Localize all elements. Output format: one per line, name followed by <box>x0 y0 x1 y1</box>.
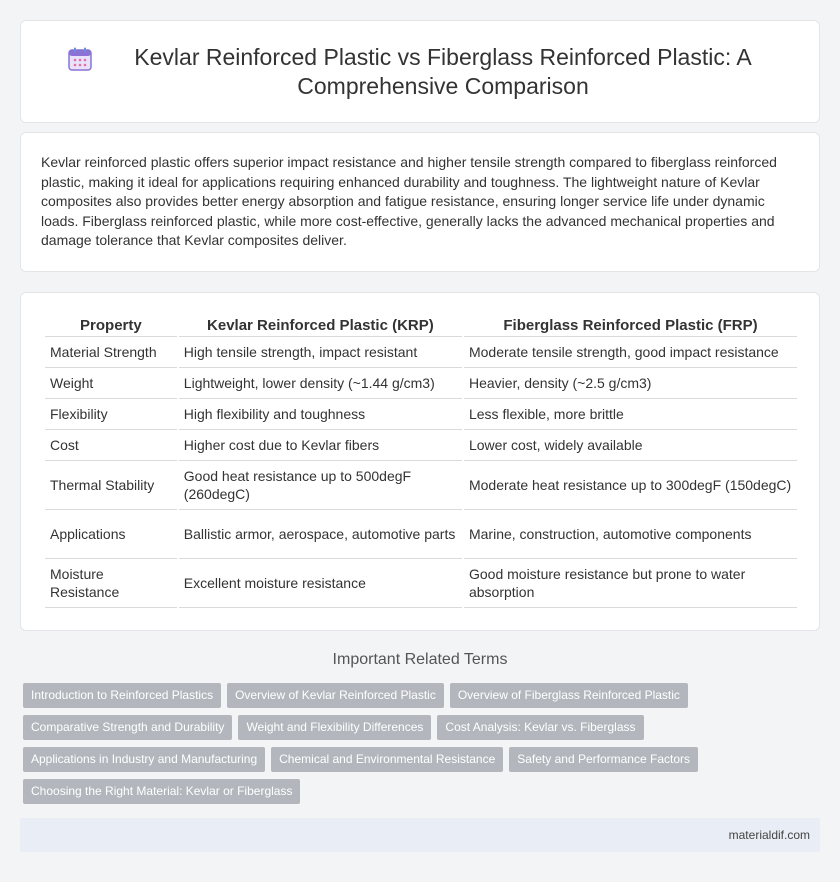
table-header-row <box>45 313 797 337</box>
related-term-tag[interactable]: Choosing the Right Material: Kevlar or Fiberglass <box>23 779 300 804</box>
row-krp-value: Lightweight, lower density (~1.44 g/cm3) <box>179 368 462 399</box>
intro-paragraph: Kevlar reinforced plastic offers superior impact resistance and higher tensile strength compared to fiberglass reinforced plastic, making it ideal for applications requiring enhanced durability and toughness. The lightweight nature of Kevlar composites also provides better energy absorption and fatigue resistance, ensuring longer service life under dynamic loads. Fiberglass reinforced plastic, while more cost-effective, generally lacks the advanced mechanical properties and damage tolerance that Kevlar composites deliver. <box>41 154 777 248</box>
column-header-krp: Kevlar Reinforced Plastic (KRP) <box>179 313 462 337</box>
row-property: Applications <box>45 510 177 559</box>
table-row <box>45 430 797 461</box>
row-krp-value: Excellent moisture resistance <box>179 559 462 608</box>
page-title: Kevlar Reinforced Plastic vs Fiberglass Reinforced Plastic: A Comprehensive Comparison <box>134 43 752 99</box>
table-row <box>45 399 797 430</box>
related-term-tag[interactable]: Weight and Flexibility Differences <box>238 715 431 740</box>
related-term-tag[interactable]: Comparative Strength and Durability <box>23 715 232 740</box>
related-term-tag[interactable]: Applications in Industry and Manufacturing <box>23 747 265 772</box>
related-terms-heading: Important Related Terms <box>332 651 508 668</box>
table-row <box>45 559 797 608</box>
comparison-table-card <box>20 292 820 631</box>
column-header-property: Property <box>45 313 177 337</box>
row-property: Flexibility <box>45 399 177 430</box>
related-term-tag[interactable]: Chemical and Environmental Resistance <box>271 747 503 772</box>
row-property: Weight <box>45 368 177 399</box>
footer-site-link[interactable]: materialdif.com <box>728 828 810 842</box>
calendar-icon <box>67 46 93 72</box>
row-frp-value: Marine, construction, automotive components <box>464 510 797 559</box>
related-term-tag[interactable]: Introduction to Reinforced Plastics <box>23 683 221 708</box>
column-header-frp: Fiberglass Reinforced Plastic (FRP) <box>464 313 797 337</box>
related-term-tag[interactable]: Cost Analysis: Kevlar vs. Fiberglass <box>437 715 643 740</box>
related-terms-list <box>23 683 823 811</box>
row-frp-value: Less flexible, more brittle <box>464 399 797 430</box>
table-row <box>45 510 797 559</box>
related-term-tag[interactable]: Safety and Performance Factors <box>509 747 698 772</box>
table-row <box>45 461 797 510</box>
row-krp-value: Higher cost due to Kevlar fibers <box>179 430 462 461</box>
row-krp-value: Good heat resistance up to 500degF (260degC) <box>179 461 462 510</box>
row-frp-value: Lower cost, widely available <box>464 430 797 461</box>
row-property: Material Strength <box>45 337 177 368</box>
table-row <box>45 368 797 399</box>
related-term-tag[interactable]: Overview of Kevlar Reinforced Plastic <box>227 683 444 708</box>
row-property: Moisture Resistance <box>45 559 177 608</box>
row-krp-value: Ballistic armor, aerospace, automotive parts <box>179 510 462 559</box>
table-row <box>45 337 797 368</box>
row-property: Cost <box>45 430 177 461</box>
row-frp-value: Heavier, density (~2.5 g/cm3) <box>464 368 797 399</box>
row-krp-value: High tensile strength, impact resistant <box>179 337 462 368</box>
row-frp-value: Good moisture resistance but prone to water absorption <box>464 559 797 608</box>
row-frp-value: Moderate tensile strength, good impact resistance <box>464 337 797 368</box>
related-term-tag[interactable]: Overview of Fiberglass Reinforced Plastic <box>450 683 688 708</box>
header-card <box>20 20 820 123</box>
row-krp-value: High flexibility and toughness <box>179 399 462 430</box>
intro-card <box>20 132 820 272</box>
row-frp-value: Moderate heat resistance up to 300degF (150degC) <box>464 461 797 510</box>
comparison-table <box>43 313 799 608</box>
footer <box>20 818 820 852</box>
row-property: Thermal Stability <box>45 461 177 510</box>
